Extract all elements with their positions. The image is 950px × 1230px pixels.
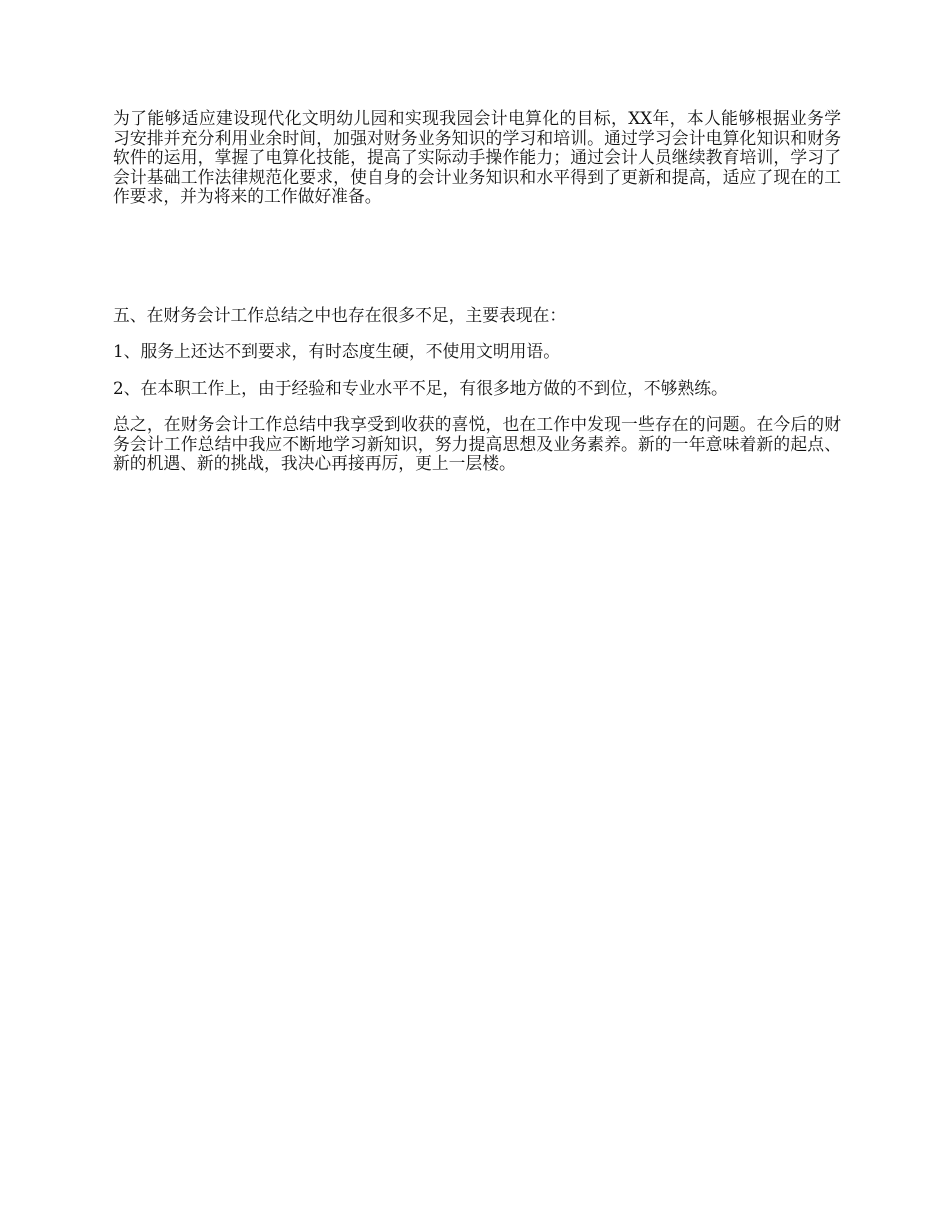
paragraph-shortcoming-1: 1、服务上还达不到要求，有时态度生硬，不使用文明用语。 [113,341,560,361]
paragraph-gap [113,325,841,342]
paragraph-study-training: 为了能够适应建设现代化文明幼儿园和实现我园会计电算化的目标，XX年，本人能够根据业务学习安排并充分利用业余时间，加强对财务业务知识的学习和培训。通过学习会计电算化知识和财务软件的运用，掌握了电算化技能，提高了实际动手操作能力；通过会计人员继续教育培训，学习了会计基础工作法律规范化要求，使自身的会计业务知识和水平得到了更新和提高，适应了现在的工作要求，并为将来的工作做好准备。 [113,108,841,206]
paragraph-gap [113,362,841,379]
paragraph-conclusion: 总之，在财务会计工作总结中我享受到收获的喜悦，也在工作中发现一些存在的问题。在今后的财务会计工作总结中我应不断地学习新知识，努力提高思想及业务素养。新的一年意味着新的起点、新的机遇、新的挑战，我决心再接再厉，更上一层楼。 [113,414,841,473]
paragraph-shortcomings-heading: 五、在财务会计工作总结之中也存在很多不足，主要表现在： [113,304,567,325]
paragraph-shortcoming-2: 2、在本职工作上，由于经验和专业水平不足，有很多地方做的不到位，不够熟练。 [113,377,728,398]
paragraph-gap [113,207,841,306]
paragraph-gap [113,398,841,415]
document-body [113,109,841,474]
